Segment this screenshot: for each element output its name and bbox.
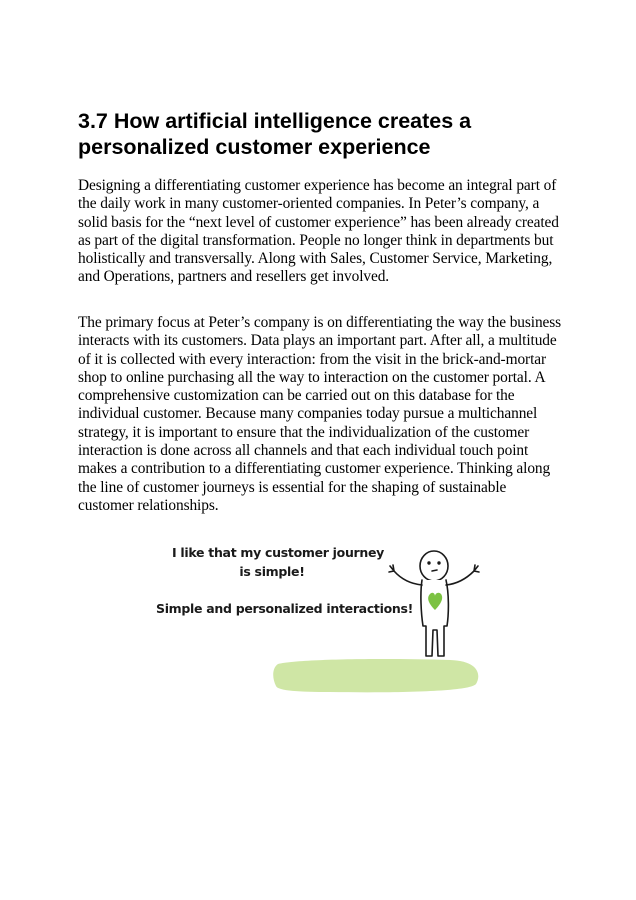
paragraph-1: Designing a differentiating customer experience has become an integral part of the daily work in many customer-oriented companies. In Peter’s company, a solid basis for the “next level of customer experience” has been already created as part of the digital transformation. People no longer think in departments but holistically and transversally. Along with Sales, Customer Service, Marketing, and Operations, partners and resellers get involved.: [78, 177, 559, 286]
grass-patch-icon: [273, 659, 478, 692]
quote-line-1: I like that my customer journey: [172, 545, 385, 560]
quote-line-3: Simple and personalized interactions!: [156, 601, 414, 616]
paragraph-2: The primary focus at Peter’s company is on differentiating the way the business interacts with its customers. Data plays an important part. After all, a multitude of it is collected with every interaction: from the visit in the brick-and-mortar shop to online purchasing all the way to interaction on the customer portal. A comprehensive customization can be carried out on this database for the individual customer. Because many companies today pursue a multichannel strategy, it is important to ensure that the individualization of the customer interaction is done across all channels and that each individual touch point makes a contribution to a differentiating customer experience. Thinking along the line of customer journeys is essential for the shaping of sustainable customer relationships.: [78, 314, 562, 514]
quote-line-2: is simple!: [239, 564, 305, 579]
customer-illustration: [150, 538, 490, 698]
illustration-drawing: [150, 538, 490, 698]
section-title: 3.7 How artificial intelligence creates a personalized customer experience: [78, 109, 472, 159]
